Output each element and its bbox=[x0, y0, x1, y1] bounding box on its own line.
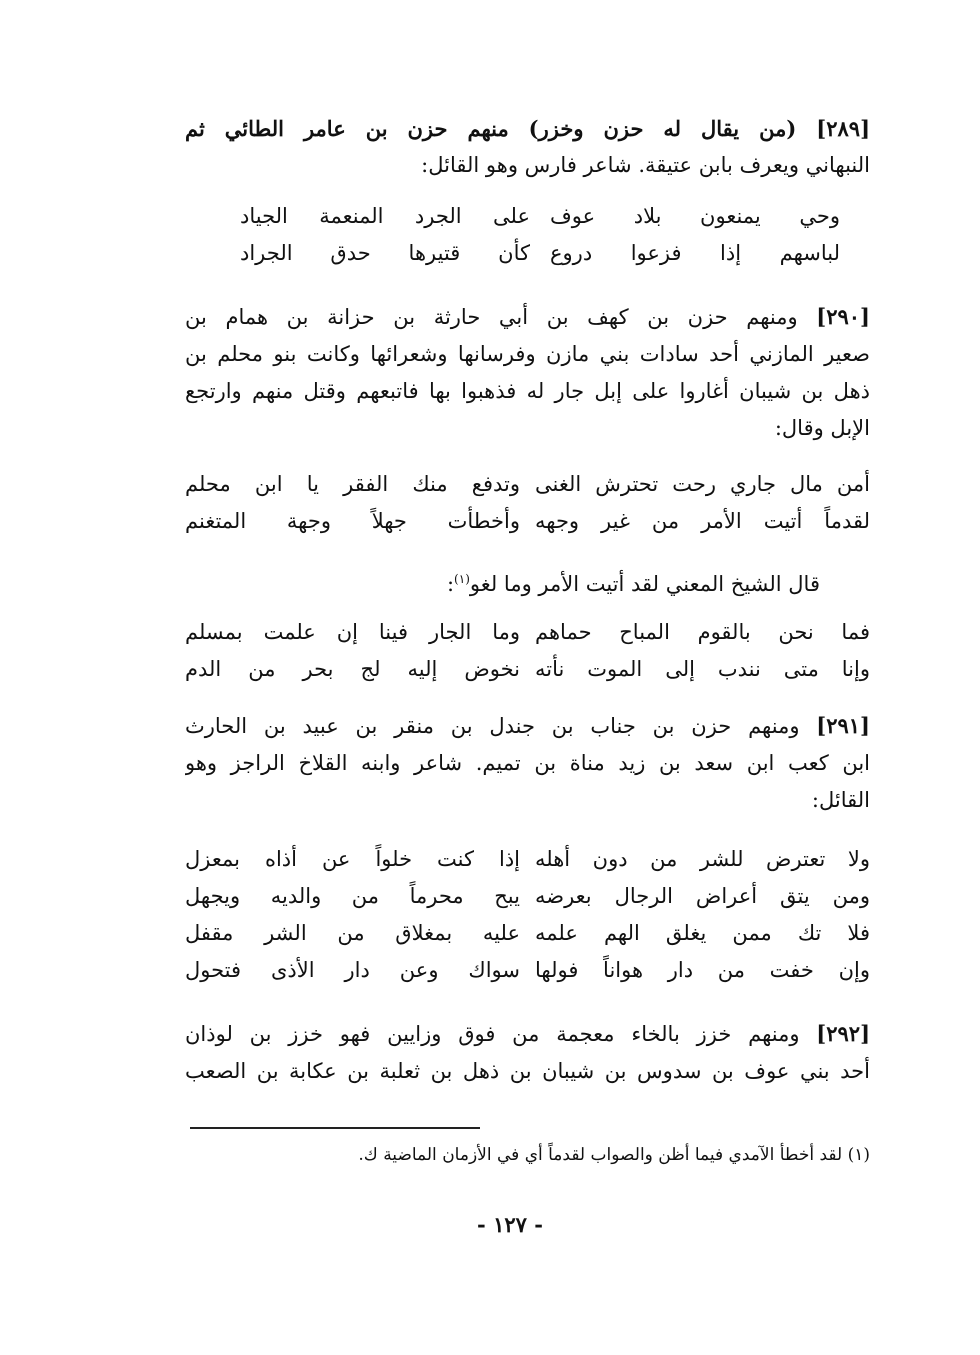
verse bbox=[240, 198, 840, 235]
entry-line: القائل: bbox=[811, 788, 870, 812]
poem-3 bbox=[185, 614, 870, 688]
poem-2 bbox=[185, 466, 870, 540]
poem-1 bbox=[240, 198, 840, 272]
entry-292 bbox=[185, 1015, 870, 1090]
entry-line bbox=[185, 1015, 870, 1053]
entry-number: [٢٩١] bbox=[816, 713, 870, 738]
verse-second-half: يبح محرماً من والديه ويجهل bbox=[185, 884, 520, 908]
entry-line bbox=[185, 707, 870, 745]
verse-second-half: إذا كنت خلواً عن أذاه بمعزل bbox=[185, 847, 520, 871]
verse-second-half: على الجرد المنعمة الجياد bbox=[240, 204, 530, 228]
entry-line: ابن كعب ابن سعد بن زيد مناة بن تميم. شاعر وابنه القلاخ الراجز وهو bbox=[185, 751, 870, 775]
sheikh-note bbox=[390, 561, 820, 603]
entry-line bbox=[185, 110, 870, 147]
verse-first-half: لباسهم إذا فزعوا دروع bbox=[550, 241, 840, 265]
verse bbox=[185, 878, 870, 915]
verse-first-half: فلا تك ممن يغلق الهم علمه bbox=[535, 921, 870, 945]
verse-second-half: سواك وعن دار الأذى فتحول bbox=[185, 958, 520, 982]
poem-4 bbox=[185, 841, 870, 989]
footnote: (١) لقد أخطأ الآمدي فيما أظن والصواب لقدماً أي في الأزمان الماضية ك. bbox=[358, 1145, 870, 1165]
verse-first-half: فما نحن بالقوم المباح حماهم bbox=[535, 620, 870, 644]
verse bbox=[185, 841, 870, 878]
entry-number: [٢٩٢] bbox=[816, 1021, 870, 1046]
verse-first-half: وإن خفت من دار هواناً فولها bbox=[535, 958, 870, 982]
footnote-marker: (١) bbox=[454, 572, 470, 586]
entry-number: [٢٩٠] bbox=[816, 304, 870, 329]
entry-289 bbox=[185, 110, 870, 184]
verse-second-half: كأن قتيرها حدق الجراد bbox=[240, 241, 530, 265]
verse bbox=[240, 235, 840, 272]
verse bbox=[185, 952, 870, 989]
entry-291 bbox=[185, 707, 870, 819]
sheikh-note-line bbox=[390, 561, 820, 603]
verse-first-half: أمن مال جاري رحت تحترش الغنى bbox=[535, 472, 870, 496]
sheikh-note-text: قال الشيخ المعني لقد أتيت الأمر وما لغو bbox=[469, 572, 820, 596]
verse bbox=[185, 614, 870, 651]
sheikh-note-colon: : bbox=[446, 572, 455, 596]
footnote-separator bbox=[190, 1127, 480, 1129]
entry-text: ومنهم حزن بن جناب بن جندل بن منقر بن عبيد بن الحارث bbox=[185, 714, 800, 738]
verse-first-half: ولا تعترض للشر من دون أهله bbox=[535, 847, 870, 871]
page-number: - ١٢٧ - bbox=[477, 1212, 543, 1237]
verse-second-half: نخوض إليه لج بحر من الدم bbox=[185, 657, 520, 681]
verse-second-half: عليه بمغلاق من الشر مقفل bbox=[185, 921, 520, 945]
entry-line: صعير المازني أحد سادات بني مازن وفرسانها وشعرائها وكانت بنو محلم بن bbox=[185, 342, 870, 366]
entry-text: (من يقال له حزن وخزر) منهم حزن بن عامر الطائي ثم bbox=[185, 116, 797, 141]
verse-second-half: وأخطأت جهلاً وجهة المتغنم bbox=[185, 509, 520, 533]
entry-text: ومنهم خزز بالخاء معجمة من فوق وزايين فهو خزز بن لوذان bbox=[185, 1022, 800, 1046]
verse bbox=[185, 915, 870, 952]
verse-first-half: ومن يتق أعراض الرجال بعرضه bbox=[535, 884, 870, 908]
verse bbox=[185, 466, 870, 503]
entry-line bbox=[185, 298, 870, 336]
verse-first-half: وحي يمنعون بلاد عوف bbox=[550, 204, 840, 228]
entry-line: ذهل بن شيبان أغاروا على إبل جار له فذهبوا بها فاتبعهم وقتل منهم وارتجع bbox=[185, 379, 870, 403]
verse bbox=[185, 503, 870, 540]
verse-second-half: وتدفع منك الفقر يا ابن محلم bbox=[185, 472, 520, 496]
entry-number: [٢٨٩] bbox=[816, 116, 870, 141]
verse-first-half: لقدماً أتيت الأمر من غير وجهه bbox=[535, 509, 870, 533]
verse-second-half: وما الجار فينا إن علمت بمسلم bbox=[185, 620, 520, 644]
entry-text: ومنهم حزن بن كهف بن أبي حارثة بن حزانة بن همام بن bbox=[185, 305, 798, 329]
entry-290 bbox=[185, 298, 870, 447]
entry-line: النبهاني ويعرف بابن عتيقة. شاعر فارس وهو القائل: bbox=[421, 153, 870, 177]
verse-first-half: وإنا متى نندب إلى الموت نأته bbox=[535, 657, 870, 681]
entry-line: الإبل وقال: bbox=[774, 416, 870, 440]
entry-line: أحد بني عوف بن سدوس بن شيبان بن ذهل بن ثعلبة بن عكابة بن الصعب bbox=[185, 1059, 870, 1083]
verse bbox=[185, 651, 870, 688]
